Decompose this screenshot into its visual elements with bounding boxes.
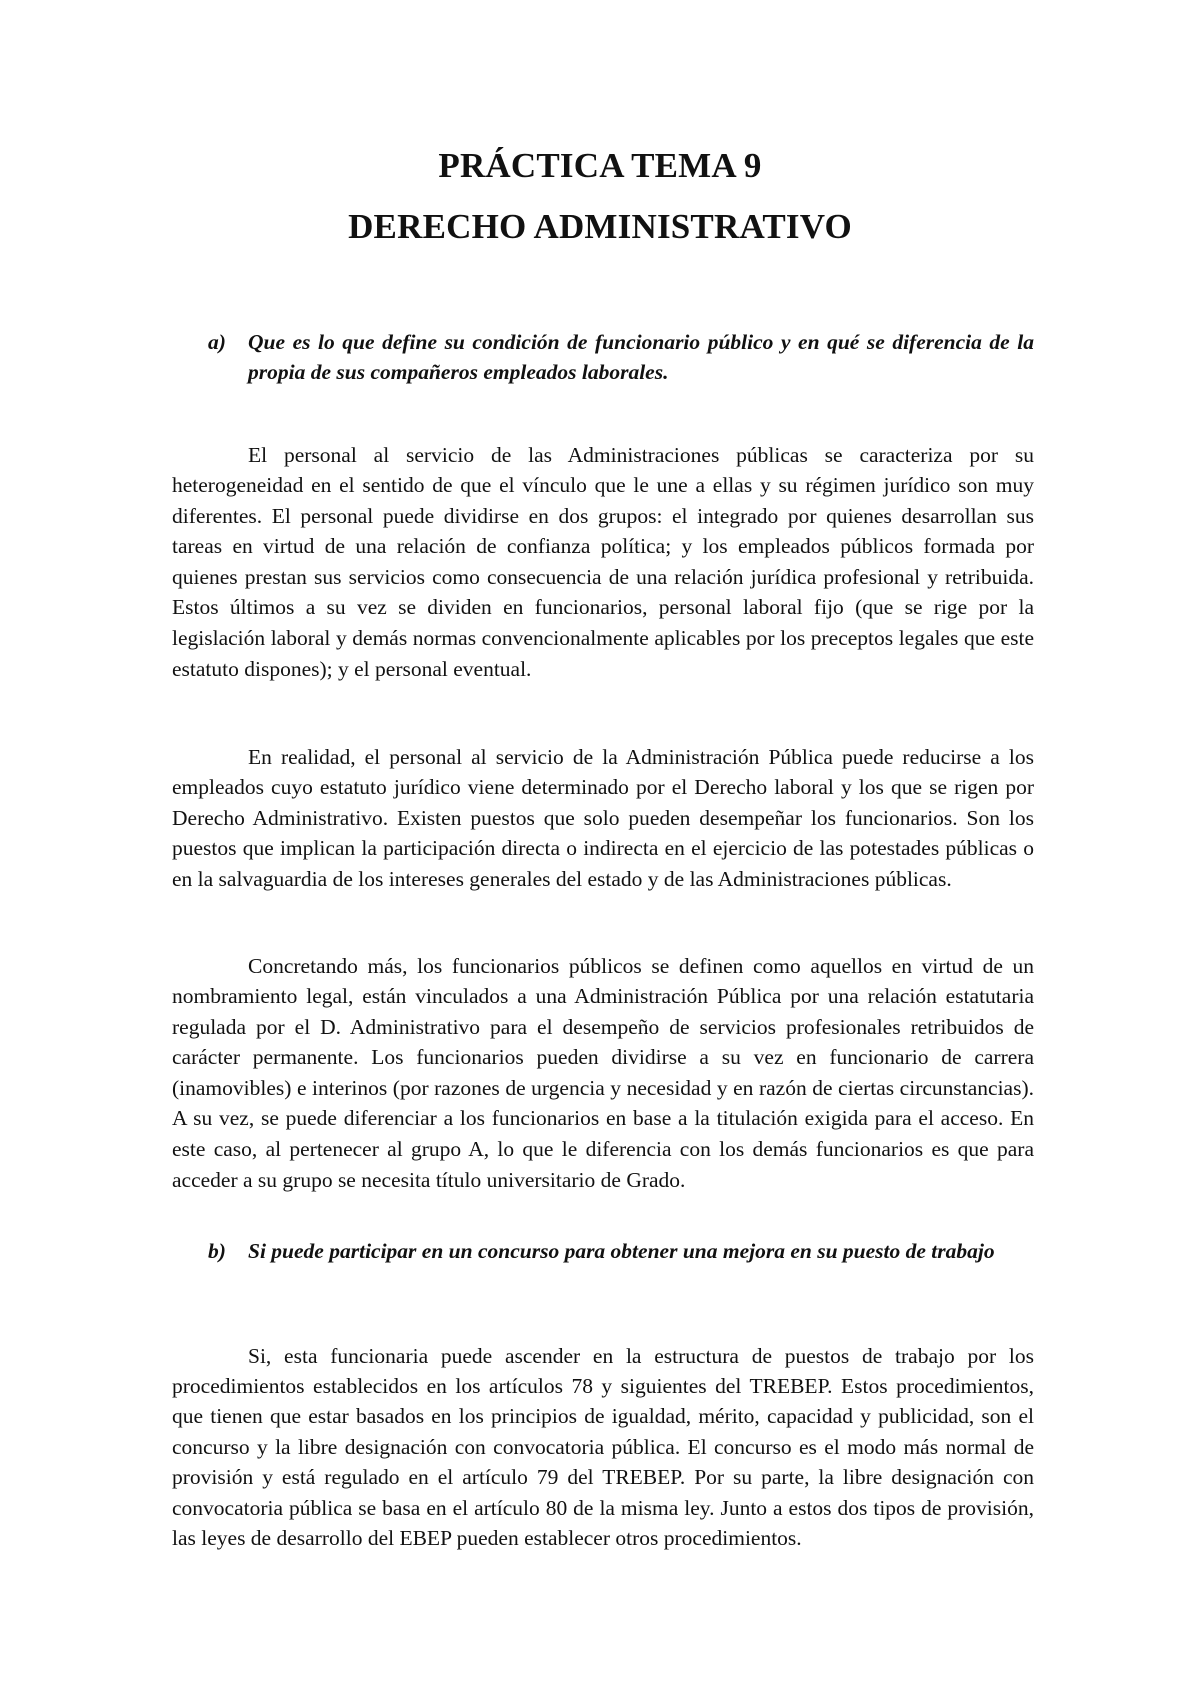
question-text: Que es lo que define su condición de funcionario público y en qué se diferencia de la propia de sus compañeros empleados laborales. xyxy=(248,330,1034,384)
question-b xyxy=(208,1236,1034,1266)
paragraph: Si, esta funcionaria puede ascender en la estructura de puestos de trabajo por los procedimientos establecidos en los artículos 78 y siguientes del TREBEP. Estos procedimientos, que tienen que estar basados en los principios de igualdad, mérito, capacidad y publicidad, son el concurso y la libre designación con convocatoria pública. El concurso es el modo más normal de provisión y está regulado en el artículo 79 del TREBEP. Por su parte, la libre designación con convocatoria pública se basa en el artículo 80 de la misma ley. Junto a estos dos tipos de provisión, las leyes de desarrollo del EBEP pueden establecer otros procedimientos. xyxy=(172,1343,1034,1550)
question-marker: a) xyxy=(208,330,226,354)
document-title: PRÁCTICA TEMA 9 xyxy=(438,146,762,185)
paragraph: Concretando más, los funcionarios públicos se definen como aquellos en virtud de un nombramiento legal, están vinculados a una Administración Pública por una relación estatutaria regulada por el D. Administrativo para el desempeño de servicios profesionales retribuidos de carácter permanente. Los funcionarios pueden dividirse a su vez en funcionario de carrera (inamovibles) e interinos (por razones de urgencia y necesidad y en razón de ciertas circunstancias). A su vez, se puede diferenciar a los funcionarios en base a la titulación exigida para el acceso. En este caso, al pertenecer al grupo A, lo que le diferencia con los demás funcionarios es que para acceder a su grupo se necesita título universitario de Grado. xyxy=(172,953,1034,1192)
paragraph: El personal al servicio de las Administraciones públicas se caracteriza por su heterogeneidad en el sentido de que el vínculo que le une a ellas y su régimen jurídico son muy diferentes. El personal puede dividirse en dos grupos: el integrado por quienes desarrollan sus tareas en virtud de una relación de confianza política; y los empleados públicos formada por quienes prestan sus servicios como consecuencia de una relación jurídica profesional y retribuida. Estos últimos a su vez se dividen en funcionarios, personal laboral fijo (que se rige por la legislación laboral y demás normas convencionalmente aplicables por los preceptos legales que este estatuto dispones); y el personal eventual. xyxy=(172,442,1034,681)
paragraph: En realidad, el personal al servicio de la Administración Pública puede reducirse a los empleados cuyo estatuto jurídico viene determinado por el Derecho laboral y los que se rigen por Derecho Administrativo. Existen puestos que solo pueden desempeñar los funcionarios. Son los puestos que implican la participación directa o indirecta en el ejercicio de las potestades públicas o en la salvaguardia de los intereses generales del estado y de las Administraciones públicas. xyxy=(172,744,1034,891)
question-a xyxy=(208,327,1034,387)
question-text: Si puede participar en un concurso para obtener una mejora en su puesto de trabajo xyxy=(248,1239,995,1263)
document-subtitle: DERECHO ADMINISTRATIVO xyxy=(348,207,852,246)
question-marker: b) xyxy=(208,1239,226,1263)
